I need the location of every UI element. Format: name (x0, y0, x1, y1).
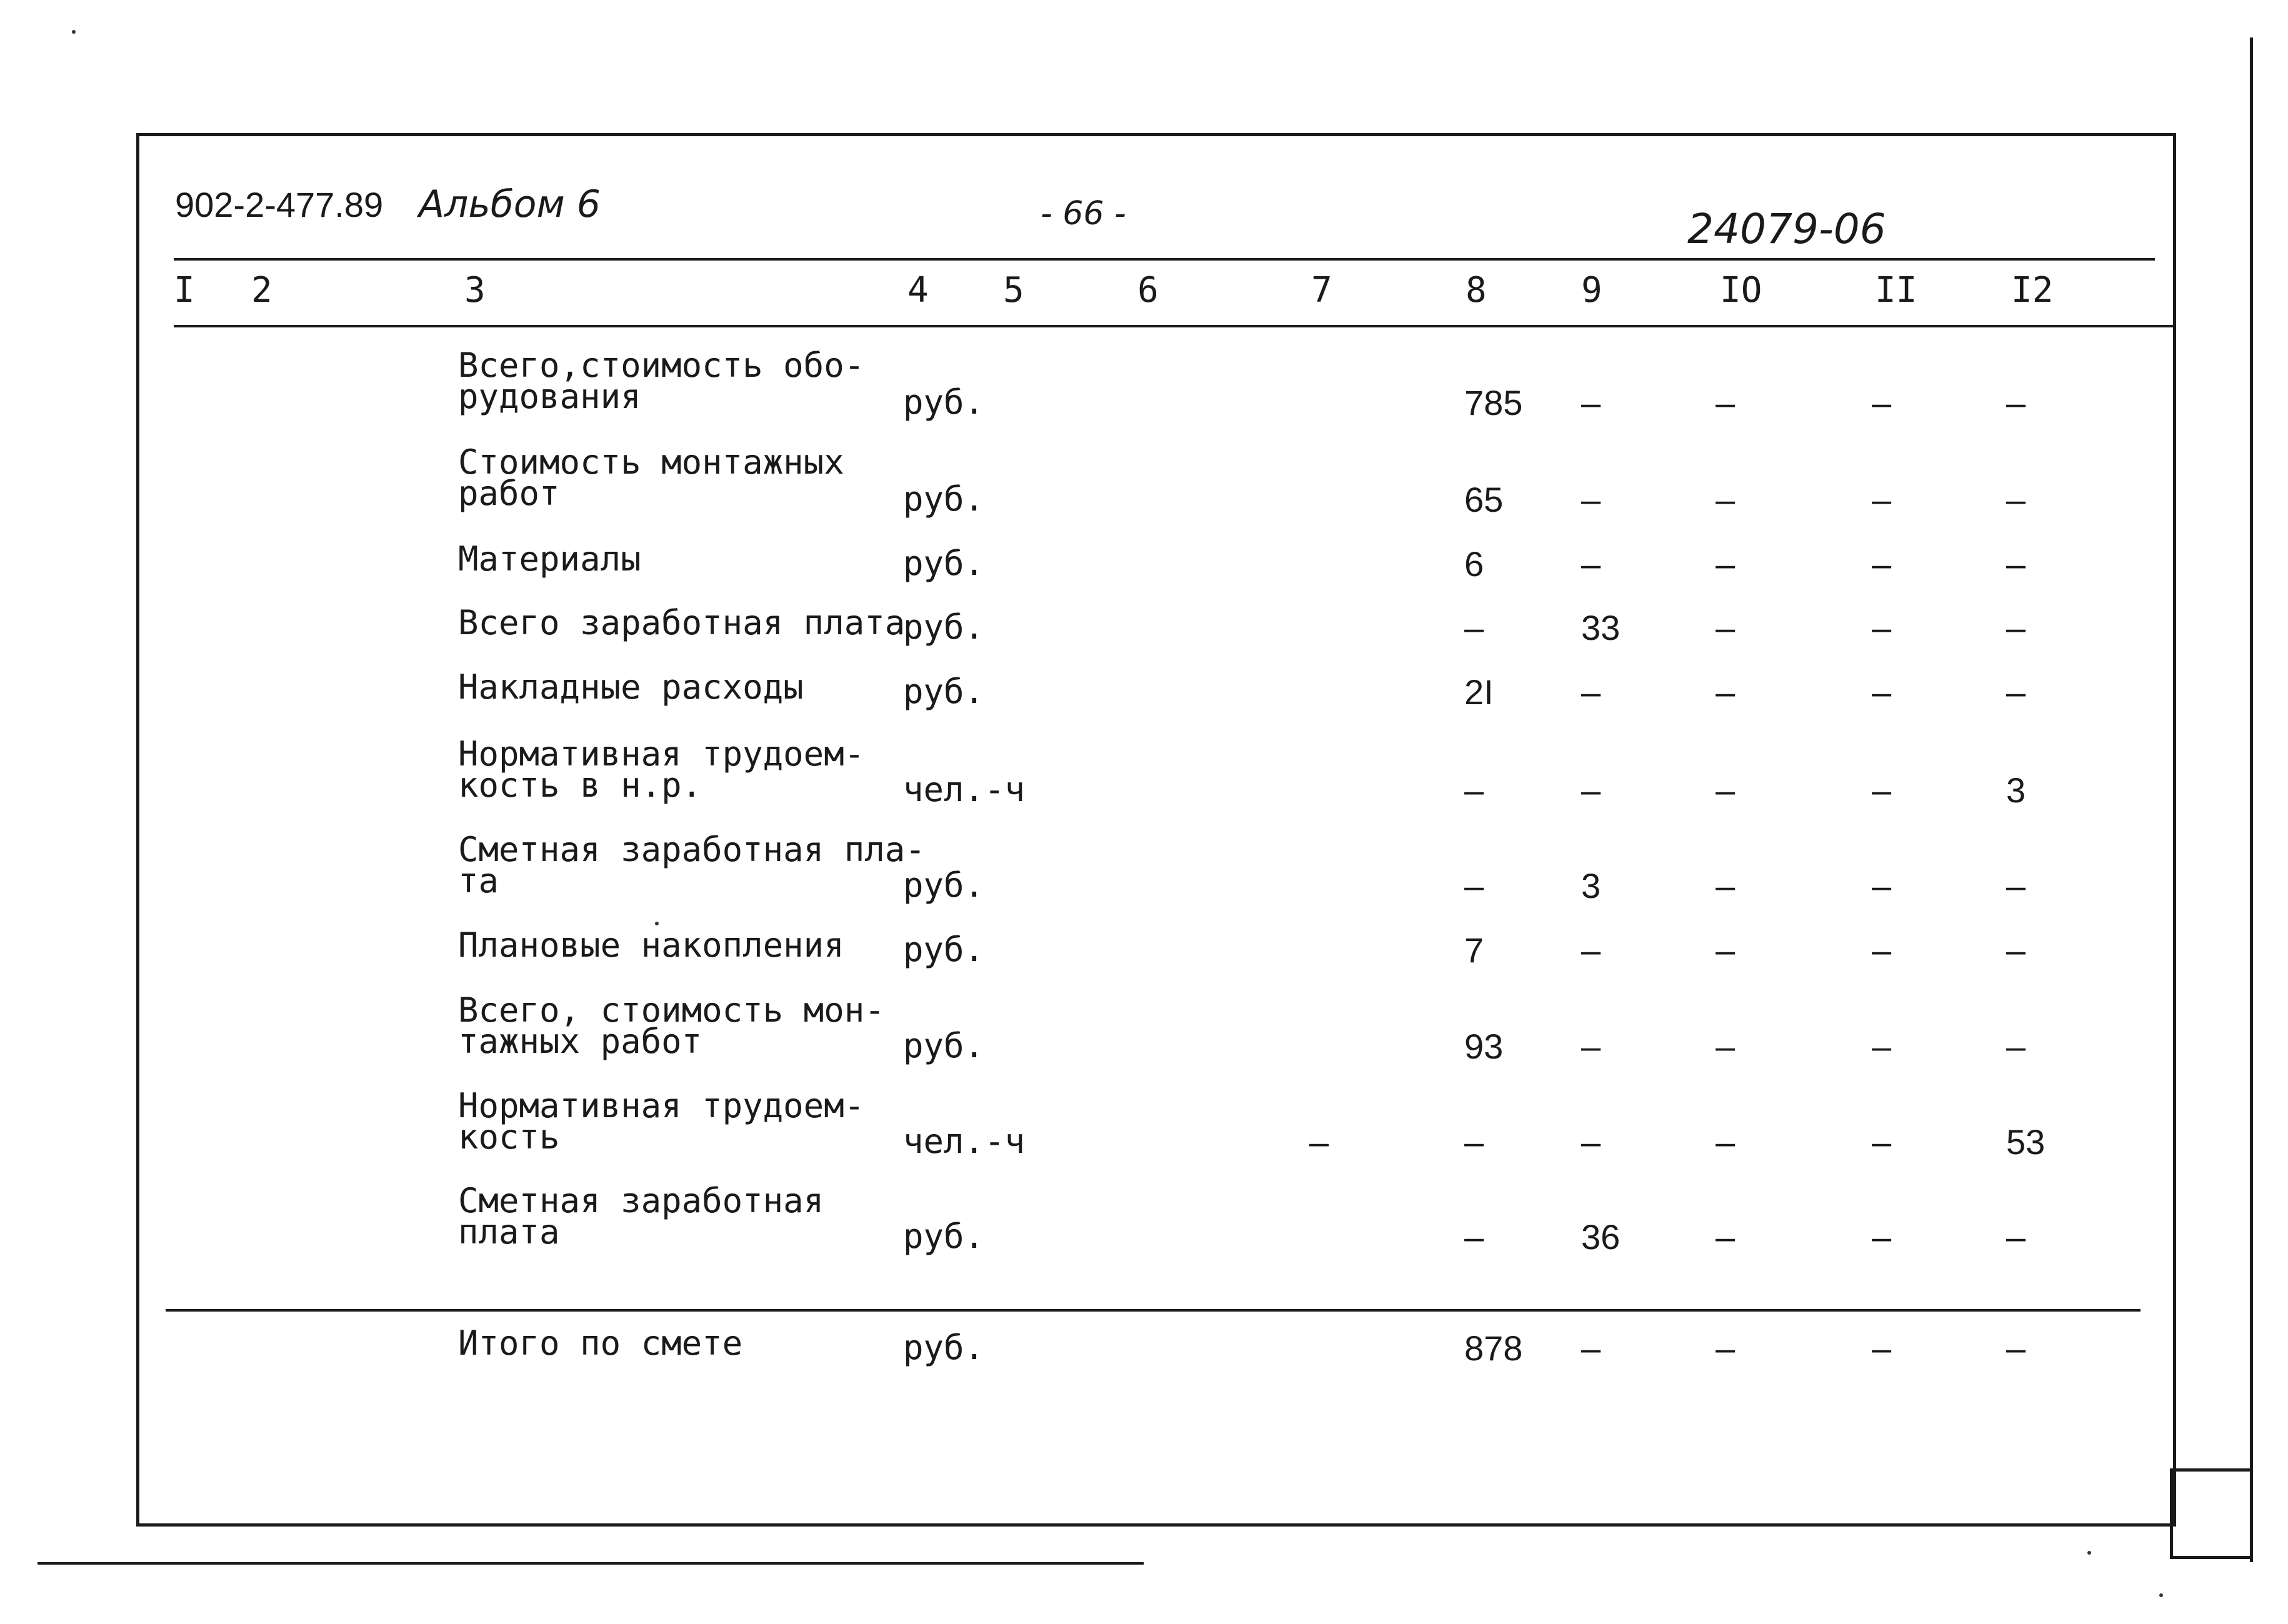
col-7: 7 (1311, 270, 1332, 311)
col-10: IO (1720, 270, 1762, 311)
row-unit: руб. (903, 544, 985, 583)
cell-col12: – (2006, 930, 2026, 970)
cell-col10: – (1716, 544, 1736, 584)
total-col9: – (1581, 1328, 1601, 1368)
right-margin-line (2250, 37, 2253, 1562)
row-unit: руб. (903, 930, 985, 969)
cell-col9: – (1581, 480, 1601, 519)
row-description: Всего,стоимость обо- рудования (458, 346, 865, 416)
row-description: Нормативная трудоем- кость (458, 1086, 865, 1157)
cell-col11: – (1872, 480, 1892, 519)
col-11: II (1875, 270, 1917, 311)
cell-col8: – (1464, 1217, 1484, 1257)
cell-col10: – (1716, 480, 1736, 519)
row-description: Нормативная трудоем- кость в н.р. (458, 734, 865, 805)
cell-col8: 65 (1464, 480, 1504, 519)
sheet-number: 24079-06 (1687, 205, 1886, 253)
cell-col10: – (1716, 866, 1736, 905)
page-frame (136, 133, 2176, 1527)
cell-col10: – (1716, 930, 1736, 970)
cell-col9: – (1581, 672, 1601, 712)
cell-col9: – (1581, 1122, 1601, 1162)
col-12: I2 (2011, 270, 2054, 311)
cell-col8: – (1464, 770, 1484, 810)
total-col11: – (1872, 1328, 1892, 1368)
col-9: 9 (1581, 270, 1602, 311)
total-unit: руб. (903, 1328, 985, 1367)
cell-col10: – (1716, 608, 1736, 647)
col-5: 5 (1003, 270, 1024, 311)
scan-speck (2087, 1551, 2091, 1555)
scan-speck (2159, 1593, 2163, 1597)
cell-col11: – (1872, 866, 1892, 905)
row-unit: руб. (903, 672, 985, 711)
row-description: Материалы (458, 539, 641, 579)
cell-col8: – (1464, 608, 1484, 647)
cell-col12: – (2006, 480, 2026, 519)
cell-col10: – (1716, 672, 1736, 712)
row-unit: руб. (903, 382, 985, 422)
cell-col12: – (2006, 1217, 2026, 1257)
cell-col11: – (1872, 383, 1892, 422)
row-unit: руб. (903, 865, 985, 905)
cell-col7: – (1309, 1122, 1329, 1162)
row-description: Накладные расходы (458, 667, 804, 707)
cell-col8: 7 (1464, 930, 1484, 970)
row-description: Сметная заработная плата (458, 1181, 824, 1252)
total-rule (166, 1309, 2141, 1312)
page-number: - 66 - (1041, 195, 1126, 232)
row-description: Плановые накопления (458, 925, 844, 965)
scan-speck (72, 30, 76, 34)
row-unit: руб. (903, 1026, 985, 1065)
row-unit: руб. (903, 1217, 985, 1256)
cell-col8: – (1464, 1122, 1484, 1162)
cell-col9: – (1581, 930, 1601, 970)
cell-col11: – (1872, 930, 1892, 970)
cell-col12: – (2006, 608, 2026, 647)
row-unit: руб. (903, 479, 985, 519)
doc-code: 902-2-477.89 (175, 185, 384, 224)
cell-col9: 3 (1581, 866, 1601, 905)
album-label: Альбом 6 (419, 182, 601, 226)
cell-col8: – (1464, 866, 1484, 905)
cell-col12: – (2006, 383, 2026, 422)
cell-col11: – (1872, 608, 1892, 647)
col-2: 2 (251, 270, 272, 311)
total-col8: 878 (1464, 1328, 1523, 1368)
cell-col12: – (2006, 544, 2026, 584)
col-8: 8 (1466, 270, 1487, 311)
cell-col8: 2I (1464, 672, 1494, 712)
total-col12: – (2006, 1328, 2026, 1368)
header-bottom-rule (174, 325, 2174, 327)
cell-col10: – (1716, 1027, 1736, 1066)
cell-col9: – (1581, 770, 1601, 810)
row-description: Сметная заработная пла- та (458, 830, 926, 900)
cell-col10: – (1716, 1217, 1736, 1257)
cell-col10: – (1716, 1122, 1736, 1162)
stamp-box (2170, 1468, 2253, 1559)
cell-col12: – (2006, 1027, 2026, 1066)
row-description: Стоимость монтажных работ (458, 442, 844, 513)
cell-col9: 36 (1581, 1217, 1621, 1257)
row-unit: чел.-ч (903, 770, 1026, 809)
cell-col8: 6 (1464, 544, 1484, 584)
cell-col12: 53 (2006, 1122, 2046, 1162)
cell-col11: – (1872, 1027, 1892, 1066)
col-4: 4 (907, 270, 929, 311)
cell-col8: 785 (1464, 383, 1523, 422)
cell-col9: – (1581, 383, 1601, 422)
cell-col11: – (1872, 1217, 1892, 1257)
cell-col9: 33 (1581, 608, 1621, 647)
cell-col12: – (2006, 672, 2026, 712)
bottom-trim-line (37, 1562, 1144, 1565)
col-1: I (174, 270, 195, 311)
cell-col9: – (1581, 544, 1601, 584)
total-description: Итого по смете (458, 1323, 743, 1363)
row-unit: чел.-ч (903, 1122, 1026, 1161)
cell-col10: – (1716, 770, 1736, 810)
total-col10: – (1716, 1328, 1736, 1368)
cell-col12: 3 (2006, 770, 2026, 810)
cell-col11: – (1872, 672, 1892, 712)
col-3: 3 (464, 270, 486, 311)
cell-col10: – (1716, 383, 1736, 422)
row-unit: руб. (903, 607, 985, 647)
row-description: Всего заработная плата (458, 603, 906, 642)
cell-col12: – (2006, 866, 2026, 905)
cell-col9: – (1581, 1027, 1601, 1066)
header-top-rule (174, 258, 2155, 261)
row-description: Всего, стоимость мон- тажных работ (458, 990, 885, 1061)
col-6: 6 (1137, 270, 1159, 311)
cell-col11: – (1872, 544, 1892, 584)
cell-col8: 93 (1464, 1027, 1504, 1066)
cell-col11: – (1872, 770, 1892, 810)
scan-speck (655, 922, 659, 925)
cell-col11: – (1872, 1122, 1892, 1162)
